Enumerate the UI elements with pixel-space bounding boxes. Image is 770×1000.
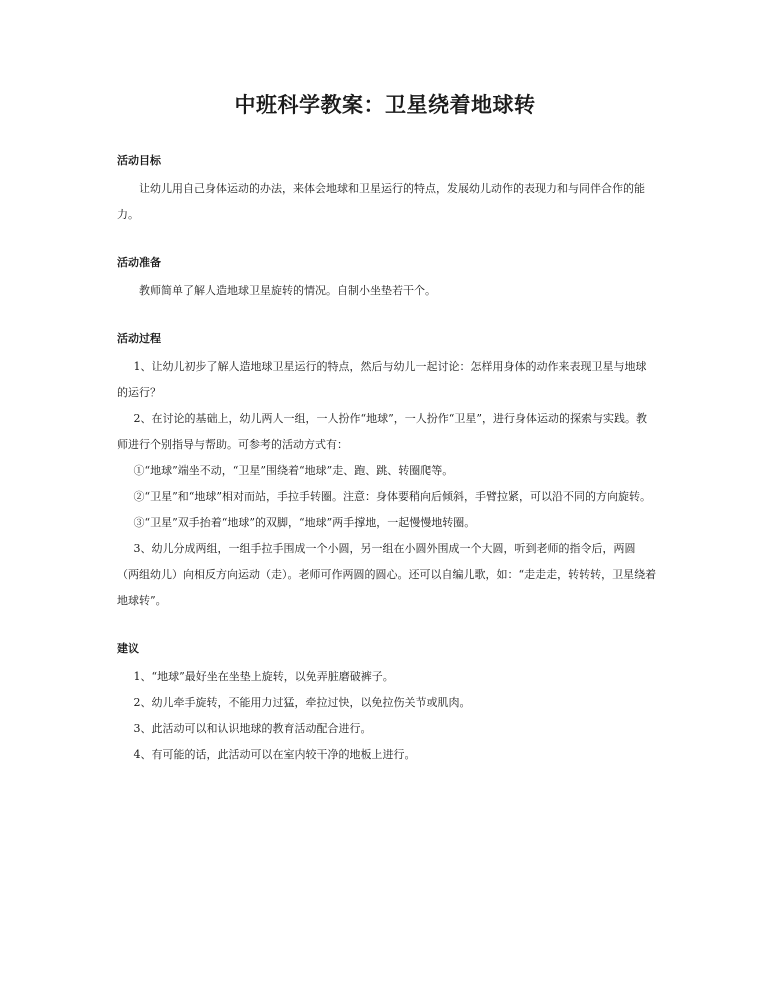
paragraph: 1、让幼儿初步了解人造地球卫星运行的特点，然后与幼儿一起讨论：怎样用身体的动作来表现卫星与地球的运行？	[117, 360, 647, 399]
paragraph: 教师简单了解人造地球卫星旋转的情况。自制小坐垫若干个。	[139, 284, 436, 297]
page-title: 中班科学教案：卫星绕着地球转	[234, 93, 536, 117]
paragraph: 2、幼儿牵手旋转，不能用力过猛，牵拉过快，以免拉伤关节或肌肉。	[133, 696, 471, 709]
paragraph: ①“地球”端坐不动，“卫星”围绕着“地球”走、跑、跳、转圈爬等。	[133, 464, 454, 477]
section-heading: 活动准备	[117, 256, 161, 269]
paragraph: 让幼儿用自己身体运动的办法，来体会地球和卫星运行的特点，发展幼儿动作的表现力和与同伴合作的能力。	[117, 182, 645, 221]
section-heading: 活动目标	[117, 154, 161, 167]
section-goals	[117, 152, 657, 228]
section-suggestions	[117, 640, 657, 768]
section-heading: 活动过程	[117, 332, 161, 345]
section-process	[117, 330, 657, 614]
paragraph: ③“卫星”双手抬着“地球”的双脚，“地球”两手撑地，一起慢慢地转圈。	[133, 516, 476, 529]
paragraph: ②“卫星”和“地球”相对而站，手拉手转圈。注意：身体要稍向后倾斜，手臂拉紧，可以沿不同的方向旋转。	[133, 490, 651, 503]
document-body	[117, 152, 657, 794]
paragraph: 4、有可能的话，此活动可以在室内较干净的地板上进行。	[133, 748, 416, 761]
section-heading: 建议	[117, 642, 139, 655]
section-preparation	[117, 254, 657, 304]
paragraph: 3、此活动可以和认识地球的教育活动配合进行。	[133, 722, 372, 735]
paragraph: 3、幼儿分成两组，一组手拉手围成一个小圆，另一组在小圆外围成一个大圆，听到老师的指令后，两圆（两组幼儿）向相反方向运动（走）。老师可作两圆的圆心。还可以自编儿歌，如：“走走走，转转转，卫星绕着地球转”。	[117, 542, 657, 607]
paragraph: 2、在讨论的基础上，幼儿两人一组，一人扮作“地球”，一人扮作“卫星”，进行身体运动的探索与实践。教师进行个别指导与帮助。可参考的活动方式有：	[117, 412, 647, 451]
paragraph: 1、“地球”最好坐在坐垫上旋转，以免弄脏磨破裤子。	[133, 670, 394, 683]
